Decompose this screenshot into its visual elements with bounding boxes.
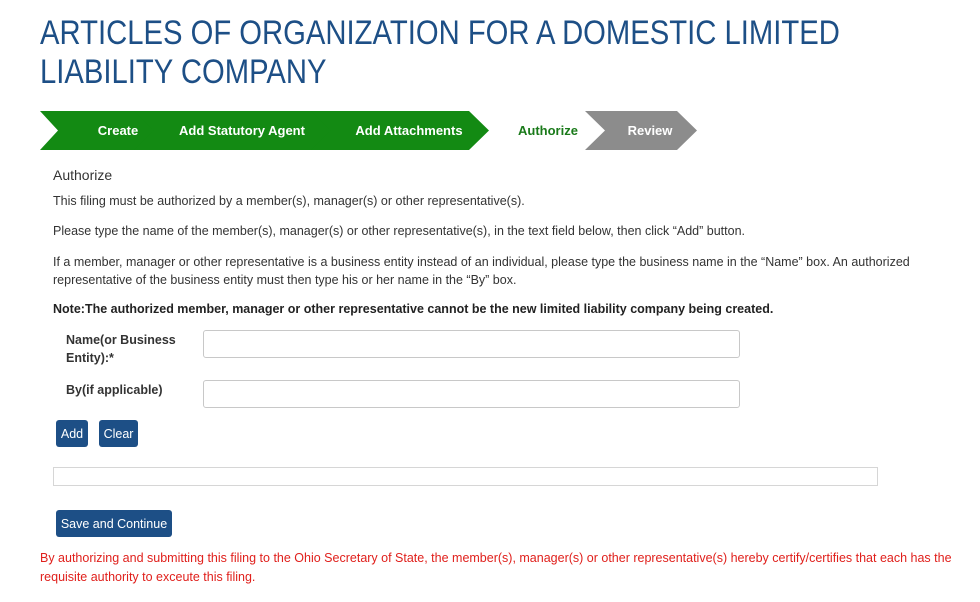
page-title: ARTICLES OF ORGANIZATION FOR A DOMESTIC LIMITED LIABILITY COMPANY [40,14,840,91]
note-text: Note:The authorized member, manager or other representative cannot be the new limited liability company being created. [53,302,774,316]
authorizers-table [53,467,878,486]
name-field-label: Name(or Business Entity):* [66,333,176,365]
by-field-label: By(if applicable) [66,383,163,397]
step-authorize[interactable] [484,111,594,150]
step-review[interactable] [585,111,697,150]
by-input[interactable] [203,380,740,408]
add-button[interactable]: Add [56,420,88,447]
step-label: Create [97,123,139,138]
step-label: Review [627,123,673,138]
intro-text: This filing must be authorized by a member(s), manager(s) or other representative(s). [53,194,525,208]
business-entity-note: If a member, manager or other representative is a business entity instead of an individual, please type the business name in the “Name” box. An authorized representative of the business entity must then type his or her name in the “By” box. [53,255,910,287]
save-and-continue-button[interactable]: Save and Continue [56,510,172,537]
step-label: Add Attachments [355,123,463,138]
step-label: Add Statutory Agent [179,123,305,138]
step-add-attachments[interactable] [311,111,489,150]
instruction-text: Please type the name of the member(s), manager(s) or other representative(s), in the text field below, then click “Add” button. [53,224,745,238]
progress-stepper [40,111,740,150]
certification-text: By authorizing and submitting this filing to the Ohio Secretary of State, the member(s), manager(s) or other representative(s) hereby certify/certifies that each has the requisite authority to exceute this filing. [40,551,952,584]
section-heading: Authorize [53,167,113,183]
clear-button[interactable]: Clear [99,420,138,447]
step-label: Authorize [518,123,578,138]
name-input[interactable] [203,330,740,358]
step-add-statutory-agent[interactable] [134,111,332,150]
